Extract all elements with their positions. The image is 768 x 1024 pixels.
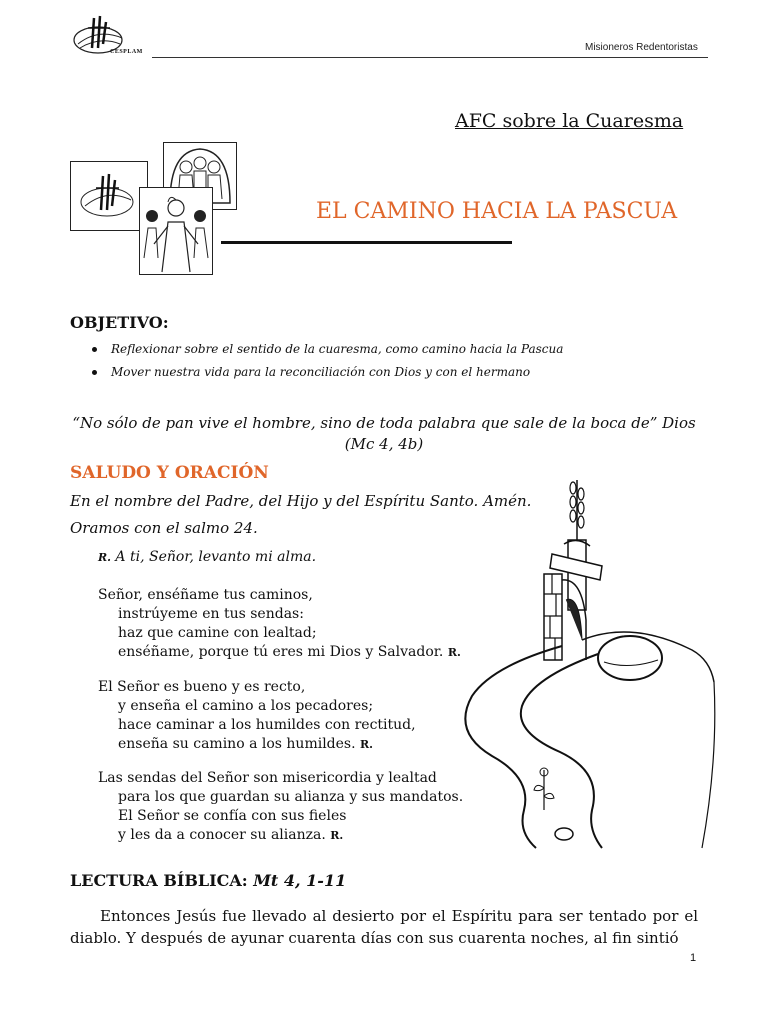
psalm-line: enseña su camino a los humildes. R. — [118, 736, 373, 752]
quote-line-2: (Mc 4, 4b) — [344, 435, 424, 453]
collage-image-jesus — [139, 187, 213, 275]
path-to-tomb-icon — [452, 470, 722, 850]
header-rule — [152, 57, 708, 58]
page-number: 1 — [690, 952, 697, 964]
lectura-paragraph: Entonces Jesús fue llevado al desierto por el Espíritu para ser tentado por el diablo. Y después de ayunar cuarenta días con sus cuarenta noches, al fin sintió — [70, 907, 698, 947]
saludo-line-2: Oramos con el salmo 24. — [70, 519, 258, 537]
response-mark: R. — [330, 829, 344, 842]
saludo-line-1: En el nombre del Padre, del Hijo y del Espíritu Santo. Amén. — [70, 492, 532, 510]
response-mark: R. — [447, 646, 461, 659]
main-title: EL CAMINO HACIA LA PASCUA — [316, 199, 678, 224]
collage-image-logo — [70, 161, 148, 231]
psalm-line: El Señor se confía con sus fieles — [118, 808, 347, 824]
path-tomb-illustration — [452, 470, 722, 850]
psalm-line: enséñame, porque tú eres mi Dios y Salvador. R. — [118, 644, 461, 660]
lectura-reference: Mt 4, 1-11 — [253, 871, 347, 890]
psalm-line: para los que guardan su alianza y sus mandatos. — [118, 789, 464, 805]
quote-line-1: “No sólo de pan vive el hombre, sino de toda palabra que sale de la boca de” Dios — [72, 414, 696, 432]
psalm-line: Señor, enséñame tus caminos, — [98, 587, 313, 603]
bullet-icon — [92, 370, 97, 375]
psalm-line: instrúyeme en tus sendas: — [118, 606, 304, 622]
logo-caption: CESPLAM — [110, 49, 143, 55]
list-item: Mover nuestra vida para la reconciliación con Dios y con el hermano — [92, 365, 530, 379]
psalm-line: y les da a conocer su alianza. R. — [118, 827, 344, 843]
subtitle: AFC sobre la Cuaresma — [455, 110, 684, 132]
psalm-line: Las sendas del Señor son misericordia y lealtad — [98, 770, 437, 786]
psalm-line: y enseña el camino a los pecadores; — [118, 698, 374, 714]
psalm-line: El Señor es bueno y es recto, — [98, 679, 306, 695]
bullet-icon — [92, 347, 97, 352]
objetivo-heading: OBJETIVO: — [70, 313, 169, 332]
response-line — [98, 549, 316, 565]
response-text: A ti, Señor, levanto mi alma. — [110, 549, 317, 565]
lectura-heading: LECTURA BÍBLICA: Mt 4, 1-11 — [70, 871, 347, 890]
objetivo-list — [92, 342, 692, 392]
title-rule — [221, 241, 512, 244]
response-mark: R. — [98, 551, 111, 564]
saludo-heading: SALUDO Y ORACIÓN — [70, 463, 269, 483]
response-mark: R. — [360, 738, 373, 751]
org-name: Misioneros Redentoristas — [585, 42, 698, 53]
psalm-line: hace caminar a los humildes con rectitud, — [118, 717, 416, 733]
list-item: Reflexionar sobre el sentido de la cuaresma, como camino hacia la Pascua — [92, 342, 563, 356]
psalm-line: haz que camine con lealtad; — [118, 625, 317, 641]
